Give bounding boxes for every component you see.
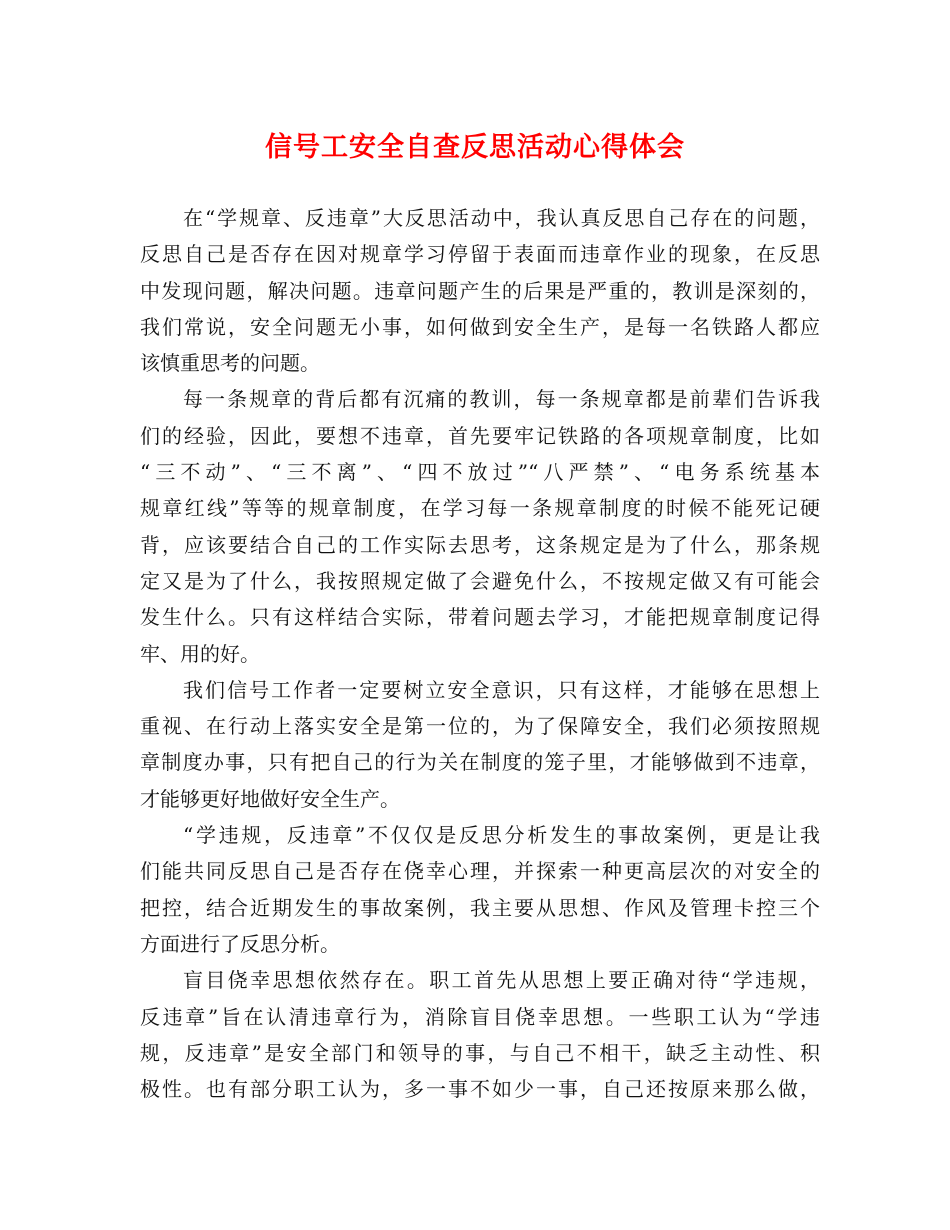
document-title: 信号工安全自查反思活动心得体会 [265,132,685,163]
paragraph-line: “三不动”、“三不离”、“四不放过”“八严禁”、“电务系统基本 [140,460,820,485]
paragraph-line: 发生什么。只有这样结合实际，带着问题去学习，才能把规章制度记得 [140,605,820,630]
paragraph-line: 反违章”旨在认清违章行为，消除盲目侥幸思想。一些职工认为“学违 [140,1004,820,1029]
paragraph-line: 规章红线”等等的规章制度，在学习每一条规章制度的时候不能死记硬 [140,496,820,521]
paragraph-line: 背，应该要结合自己的工作实际去思考，这条规定是为了什么，那条规 [140,532,820,557]
paragraph-line: 方面进行了反思分析。 [140,931,340,956]
document-body [140,200,820,1107]
paragraph-line: 规，反违章”是安全部门和领导的事，与自己不相干，缺乏主动性、积 [140,1040,820,1065]
paragraph-line: 我们常说，安全问题无小事，如何做到安全生产，是每一名铁路人都应 [140,314,820,339]
paragraph [140,200,820,381]
paragraph-line: 牢、用的好。 [140,641,260,666]
paragraph-line: 重视、在行动上落实安全是第一位的，为了保障安全，我们必须按照规 [140,714,820,739]
paragraph-line: 中发现问题，解决问题。违章问题产生的后果是严重的，教训是深刻的， [140,278,820,303]
paragraph-line: 盲目侥幸思想依然存在。职工首先从思想上要正确对待“学违规， [183,968,820,993]
paragraph-line: 章制度办事，只有把自己的行为关在制度的笼子里，才能够做到不违章， [140,750,820,775]
paragraph [140,381,820,671]
paragraph-line: “学违规，反违章”不仅仅是反思分析发生的事故案例，更是让我 [183,823,820,848]
paragraph-line: 才能够更好地做好安全生产。 [140,786,400,811]
paragraph-line: 我们信号工作者一定要树立安全意识，只有这样，才能够在思想上 [183,677,820,702]
paragraph-line: 该慎重思考的问题。 [140,351,320,376]
paragraph-line: 们的经验，因此，要想不违章，首先要牢记铁路的各项规章制度，比如 [140,423,820,448]
paragraph-line: 定又是为了什么，我按照规定做了会避免什么，不按规定做又有可能会 [140,568,820,593]
paragraph-line: 极性。也有部分职工认为，多一事不如少一事，自己还按原来那么做， [140,1077,820,1102]
paragraph-line: 反思自己是否存在因对规章学习停留于表面而违章作业的现象，在反思 [140,242,820,267]
paragraph [140,672,820,817]
paragraph-line: 们能共同反思自己是否存在侥幸心理，并探索一种更高层次的对安全的 [140,859,820,884]
paragraph [140,817,820,962]
paragraph-line: 在“学规章、反违章”大反思活动中，我认真反思自己存在的问题， [183,206,820,230]
paragraph-line: 把控，结合近期发生的事故案例，我主要从思想、作风及管理卡控三个 [140,895,820,920]
paragraph [140,962,820,1107]
paragraph-line: 每一条规章的背后都有沉痛的教训，每一条规章都是前辈们告诉我 [183,387,820,412]
